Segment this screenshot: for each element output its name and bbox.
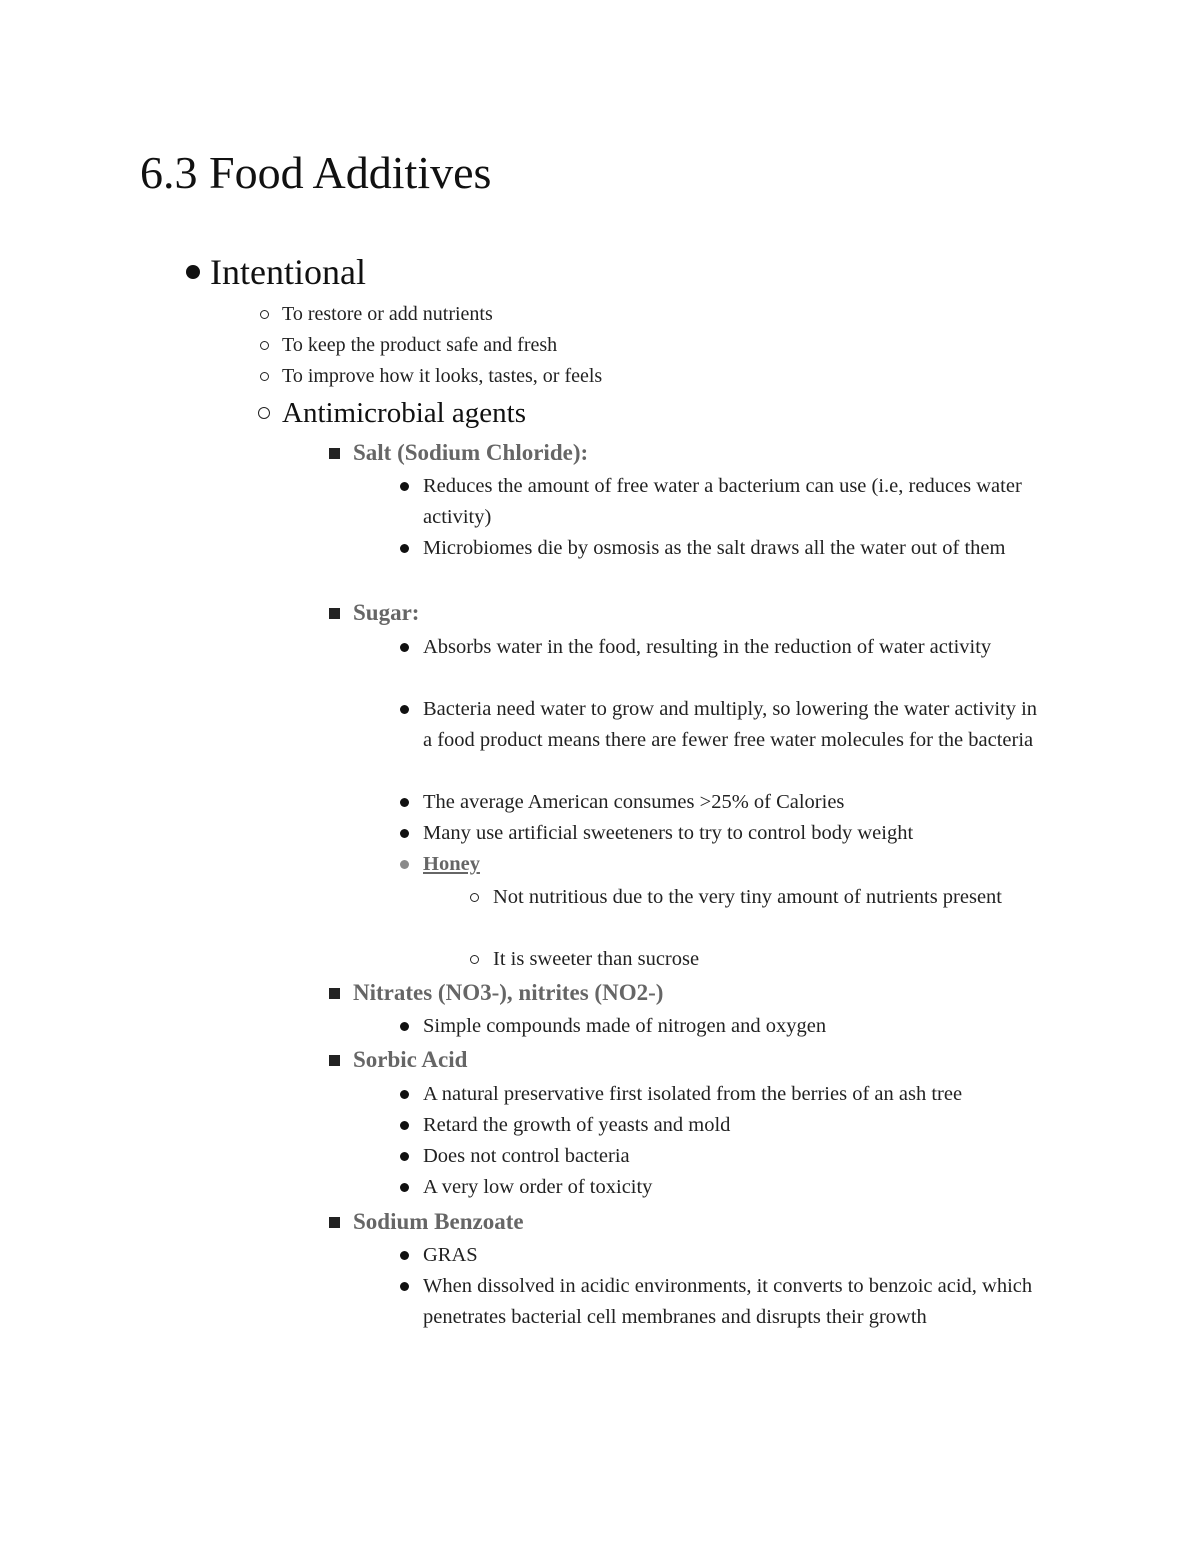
bullet-icon — [386, 1141, 423, 1172]
square-bullet-icon — [316, 597, 353, 629]
bullet-icon — [386, 694, 423, 725]
list-item-text: To improve how it looks, tastes, or feels — [282, 365, 603, 387]
bullet-icon — [386, 1079, 423, 1110]
list-item-text: A very low order of toxicity — [423, 1176, 653, 1198]
bullet-icon — [386, 1110, 423, 1141]
list-item-text: Simple compounds made of nitrogen and oxygen — [423, 1015, 827, 1037]
page-title: 6.3 Food Additives — [140, 147, 492, 198]
list-item — [386, 533, 1063, 564]
hollow-bullet-icon — [246, 361, 282, 392]
bullet-icon — [386, 787, 423, 818]
agent-heading: Sugar: — [353, 600, 420, 625]
list-item-text: Many use artificial sweeteners to try to control body weight — [423, 822, 914, 844]
agent-heading: Sodium Benzoate — [353, 1209, 524, 1234]
list-item-text: Retard the growth of yeasts and mold — [423, 1114, 731, 1136]
subsection-heading: Antimicrobial agents — [282, 397, 527, 429]
agent-heading: Sorbic Acid — [353, 1047, 468, 1072]
list-item-honey — [386, 849, 1063, 880]
list-item — [386, 787, 1063, 818]
square-bullet-icon — [316, 437, 353, 469]
list-item-text: Does not control bacteria — [423, 1145, 630, 1167]
list-item-sorbic-acid — [316, 1044, 467, 1076]
hollow-bullet-icon — [246, 299, 282, 330]
square-bullet-icon — [316, 977, 353, 1009]
bullet-icon — [386, 533, 423, 564]
agent-heading: Salt (Sodium Chloride): — [353, 440, 589, 465]
square-bullet-icon — [316, 1044, 353, 1076]
list-item-text: To restore or add nutrients — [282, 303, 493, 325]
list-item-sugar — [316, 597, 419, 629]
list-item-salt — [316, 437, 588, 469]
bullet-icon — [386, 1271, 423, 1302]
list-item-text: Bacteria need water to grow and multiply, so lowering the water activity in a food product means there are fewer free water molecules for the bacteria — [423, 698, 1038, 751]
list-item — [386, 1172, 1063, 1203]
list-item — [246, 299, 493, 330]
bullet-icon — [176, 244, 210, 300]
list-item-text: GRAS — [423, 1244, 478, 1266]
list-item-text: Absorbs water in the food, resulting in the reduction of water activity — [423, 636, 992, 658]
bullet-icon — [386, 1240, 423, 1271]
list-item — [386, 1011, 1063, 1042]
list-item — [386, 632, 1063, 663]
bullet-icon — [386, 471, 423, 502]
list-item — [386, 1110, 1063, 1141]
bullet-icon — [386, 1172, 423, 1203]
bullet-icon — [386, 849, 423, 880]
list-item — [386, 1271, 1053, 1333]
list-item-text: When dissolved in acidic environments, it converts to benzoic acid, which penetrates bacterial cell membranes and disrupts their growth — [423, 1275, 1033, 1328]
list-item-text: The average American consumes >25% of Calories — [423, 791, 845, 813]
list-item — [386, 471, 1063, 533]
list-item — [386, 694, 1043, 756]
list-item-text: It is sweeter than sucrose — [493, 948, 700, 970]
hollow-bullet-icon — [456, 882, 493, 913]
list-item — [386, 1141, 1063, 1172]
square-bullet-icon — [316, 1206, 353, 1238]
list-item-antimicrobial — [246, 393, 526, 433]
list-item — [246, 330, 557, 361]
honey-label: Honey — [423, 853, 480, 875]
section-heading: Intentional — [210, 252, 366, 292]
list-item — [456, 882, 1033, 913]
agent-heading: Nitrates (NO3-), nitrites (NO2-) — [353, 980, 664, 1005]
list-item-text: Reduces the amount of free water a bacterium can use (i.e, reduces water activity) — [423, 475, 1022, 528]
bullet-icon — [386, 632, 423, 663]
list-item-text: A natural preservative first isolated from the berries of an ash tree — [423, 1083, 963, 1105]
bullet-icon — [386, 1011, 423, 1042]
hollow-bullet-icon — [456, 944, 493, 975]
list-item — [386, 1079, 1063, 1110]
list-item-text: Microbiomes die by osmosis as the salt draws all the water out of them — [423, 537, 1006, 559]
list-item-nitrates — [316, 977, 663, 1009]
list-item-text: To keep the product safe and fresh — [282, 334, 558, 356]
list-item — [386, 818, 1063, 849]
list-item — [386, 1240, 1063, 1271]
list-item — [456, 944, 1063, 975]
hollow-bullet-icon — [246, 330, 282, 361]
list-item-intentional — [176, 244, 366, 300]
bullet-icon — [386, 818, 423, 849]
list-item-text: Not nutritious due to the very tiny amount of nutrients present — [493, 886, 1002, 908]
list-item-sodium-benzoate — [316, 1206, 524, 1238]
list-item — [246, 361, 602, 392]
hollow-bullet-icon — [246, 393, 282, 433]
